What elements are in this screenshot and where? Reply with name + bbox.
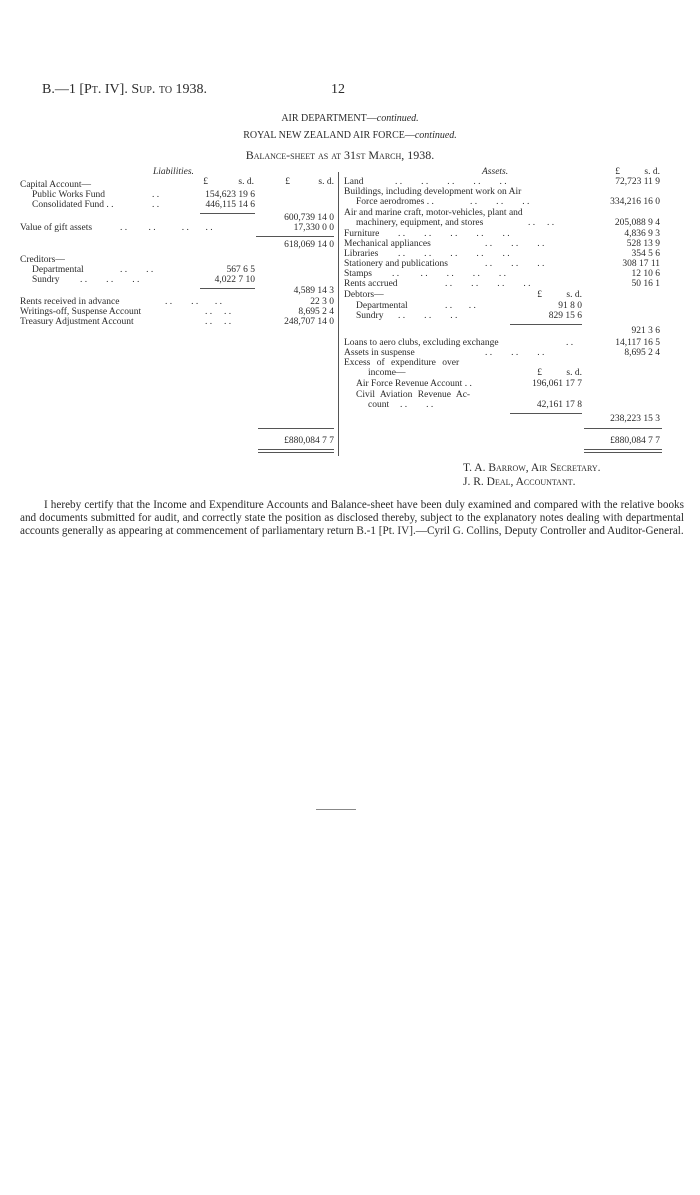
liab-col-sd: s. d. — [238, 177, 254, 187]
writings-off-value: 8,695 2 4 — [298, 307, 334, 317]
craft-label-cont: machinery, equipment, and stores — [356, 218, 484, 228]
furniture-label: Furniture — [344, 229, 380, 239]
debtors-departmental-label: Departmental — [356, 301, 408, 311]
leader-dots: . . . . . . — [485, 239, 545, 249]
double-rule — [258, 452, 334, 453]
mechanical-label: Mechanical appliances — [344, 239, 431, 249]
furniture-value: 4,836 9 3 — [624, 229, 660, 239]
land-value: 72,723 11 9 — [615, 177, 660, 187]
leader-dots: . . . . . . — [470, 197, 530, 207]
assets-grand-total: £880,084 7 7 — [610, 436, 660, 446]
libraries-label: Libraries — [344, 249, 379, 259]
double-rule — [584, 452, 662, 453]
civil-aviation-label: Civil Aviation Revenue Ac- — [356, 390, 471, 400]
debtors-departmental-value: 91 8 0 — [558, 301, 582, 311]
excess-col-sd: s. d. — [566, 368, 582, 378]
liabilities-heading: Liabilities. — [153, 167, 194, 177]
leader-dots: . . . . — [445, 301, 476, 311]
leader-dots: . . — [152, 190, 160, 200]
leader-dots: . . . . . . — [80, 275, 140, 285]
consolidated-fund-label: Consolidated Fund . . — [32, 200, 114, 210]
liabilities-subtotal: 618,069 14 0 — [284, 240, 334, 250]
leader-dots: . . . . . . — [165, 297, 222, 307]
double-rule — [584, 449, 662, 450]
capital-total: 600,739 14 0 — [284, 213, 334, 223]
liab-col-pound-2: £ — [285, 177, 290, 187]
leader-dots: . . . . . . . . . . — [398, 229, 510, 239]
libraries-value: 354 5 6 — [631, 249, 660, 259]
leader-dots: . . . . . . — [398, 311, 458, 321]
creditors-sundry-label: Sundry — [32, 275, 60, 285]
civil-aviation-value: 42,161 17 8 — [536, 400, 582, 410]
loans-value: 14,117 16 5 — [615, 338, 660, 348]
buildings-label-cont: Force aerodromes . . — [356, 197, 434, 207]
air-force-revenue-label: Air Force Revenue Account . . — [356, 379, 472, 389]
column-divider — [338, 172, 339, 456]
assets-heading: Assets. — [482, 167, 509, 177]
debtors-col-pound: £ — [537, 290, 542, 300]
treasury-label: Treasury Adjustment Account — [20, 317, 134, 327]
assets-col-pound: £ — [615, 167, 620, 177]
department-heading: AIR DEPARTMENT—continued. — [281, 113, 419, 124]
capital-account-label: Capital Account— — [20, 180, 91, 190]
air-force-revenue-value: 196,061 17 7 — [532, 379, 582, 389]
treasury-value: 248,707 14 0 — [284, 317, 334, 327]
rents-advance-value: 22 3 0 — [310, 297, 334, 307]
stationery-value: 308 17 11 — [622, 259, 660, 269]
subtotal-rule — [510, 324, 582, 325]
debtors-col-sd: s. d. — [566, 290, 582, 300]
balance-sheet-title: Balance-sheet as at 31st March, 1938. — [245, 148, 435, 162]
excess-label-cont: income— — [368, 368, 406, 378]
assets-col-sd: s. d. — [644, 167, 660, 177]
liab-col-pound: £ — [203, 177, 208, 187]
public-works-fund-value: 154,623 19 6 — [205, 190, 255, 200]
creditors-sundry-value: 4,022 7 10 — [214, 275, 255, 285]
creditors-total: 4,589 14 3 — [293, 286, 334, 296]
subtotal-rule — [256, 236, 334, 237]
debtors-total: 921 3 6 — [631, 326, 660, 336]
suspense-label: Assets in suspense — [344, 348, 415, 358]
suspense-value: 8,695 2 4 — [624, 348, 660, 358]
land-label: Land — [344, 177, 364, 187]
leader-dots: . . . . — [120, 265, 154, 275]
buildings-value: 334,216 16 0 — [610, 197, 660, 207]
double-rule — [258, 449, 334, 450]
leader-dots: . . . . . . . . . . — [395, 177, 507, 187]
liab-col-sd-2: s. d. — [318, 177, 334, 187]
gift-assets-label: Value of gift assets — [20, 223, 93, 233]
excess-col-pound: £ — [537, 368, 542, 378]
rents-advance-label: Rents received in advance — [20, 297, 120, 307]
mechanical-value: 528 13 9 — [626, 239, 660, 249]
leader-dots: . . . . . . . . . . — [398, 249, 510, 259]
creditors-departmental-value: 567 6 5 — [226, 265, 255, 275]
leader-dots: . . . . . . . . — [445, 279, 531, 289]
leader-dots: . . . . — [205, 317, 232, 327]
craft-value: 205,088 9 4 — [614, 218, 660, 228]
gift-assets-value: 17,330 0 0 — [293, 223, 334, 233]
total-rule — [258, 428, 334, 429]
stamps-value: 12 10 6 — [631, 269, 660, 279]
leader-dots: . . . . — [528, 218, 555, 228]
signature-deal: J. R. Deal, Accountant. — [463, 476, 576, 488]
leader-dots: . . — [566, 338, 574, 348]
creditors-departmental-label: Departmental — [32, 265, 84, 275]
civil-aviation-label-cont: count — [368, 400, 390, 410]
stamps-label: Stamps — [344, 269, 372, 279]
footer-rule — [316, 809, 356, 810]
force-heading: ROYAL NEW ZEALAND AIR FORCE—continued. — [243, 130, 457, 141]
loans-label: Loans to aero clubs, excluding exchange — [344, 338, 499, 348]
craft-label: Air and marine craft, motor-vehicles, plant and — [344, 208, 523, 218]
leader-dots: . . . . — [205, 307, 232, 317]
debtors-sundry-label: Sundry — [356, 311, 384, 321]
leader-dots: . . . . . . — [485, 259, 545, 269]
rents-accrued-label: Rents accrued — [344, 279, 398, 289]
signature-barrow: T. A. Barrow, Air Secretary. — [463, 462, 601, 474]
total-rule — [584, 428, 662, 429]
public-works-fund-label: Public Works Fund — [32, 190, 105, 200]
excess-total: 238,223 15 3 — [610, 414, 660, 424]
stationery-label: Stationery and publications — [344, 259, 448, 269]
leader-dots: . . . . . . . . . . — [392, 269, 506, 279]
writings-off-label: Writings-off, Suspense Account — [20, 307, 142, 317]
liabilities-grand-total: £880,084 7 7 — [284, 436, 334, 446]
debtors-label: Debtors— — [344, 290, 384, 300]
leader-dots: . . — [152, 200, 160, 210]
excess-label: Excess of expenditure over — [344, 358, 460, 368]
leader-dots: . . . . . . . . — [120, 223, 213, 233]
page-reference: B.—1 [Pt. IV]. Sup. to 1938. — [42, 82, 208, 97]
audit-certificate: I hereby certify that the Income and Expenditure Accounts and Balance-sheet have been duly examined and compared with the relative books and documents submitted for audit, and correctly state the position as disclosed thereby, subject to the explanatory notes dealing with departmental accounts generally as appearing at commencement of parliamentary return B.-1 [Pt. IV].—Cyril G. Collins, Deputy Controller and Auditor-General. — [20, 499, 684, 538]
page-number: 12 — [331, 82, 345, 97]
leader-dots: . . . . — [400, 400, 434, 410]
rents-accrued-value: 50 16 1 — [631, 279, 660, 289]
debtors-sundry-value: 829 15 6 — [548, 311, 582, 321]
leader-dots: . . . . . . — [485, 348, 545, 358]
consolidated-fund-value: 446,115 14 6 — [205, 200, 255, 210]
buildings-label: Buildings, including development work on Air — [344, 187, 522, 197]
creditors-label: Creditors— — [20, 255, 65, 265]
